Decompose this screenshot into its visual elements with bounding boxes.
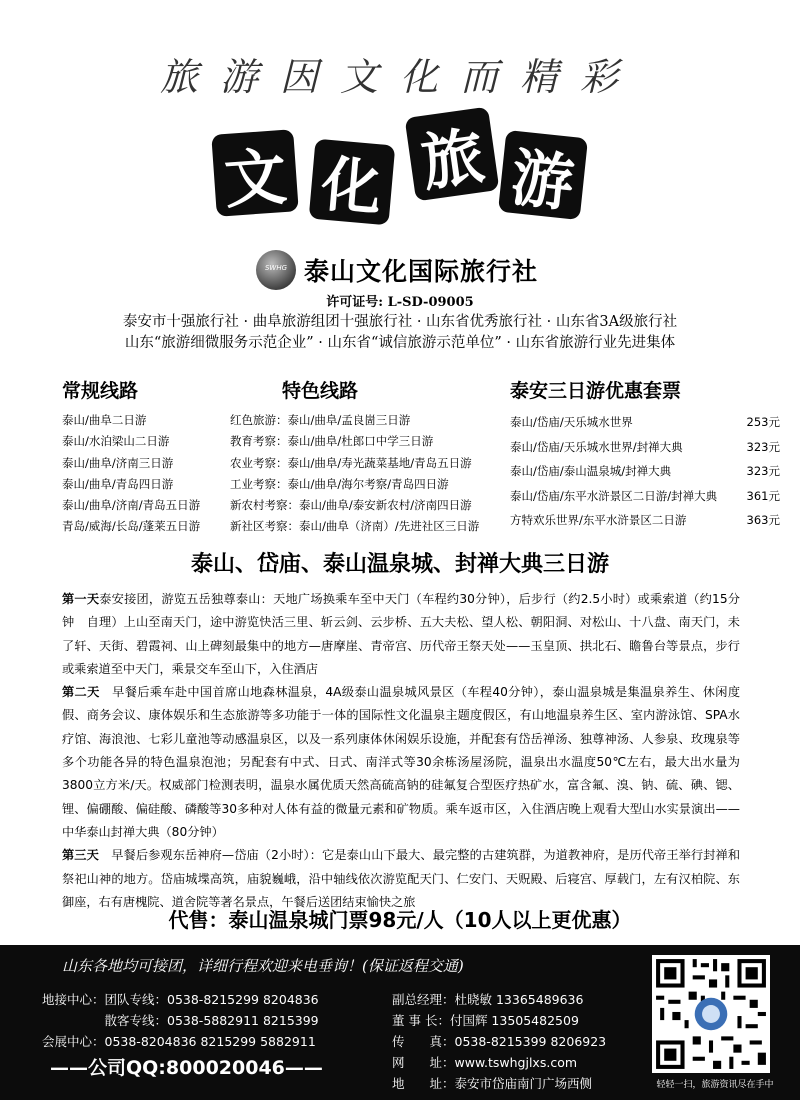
list-item: 泰山/曲阜/青岛四日游 bbox=[62, 476, 174, 491]
footer-note: 山东各地均可接团，详细行程欢迎来电垂询！(保证返程交通) bbox=[62, 957, 464, 975]
packages-list bbox=[510, 410, 780, 533]
contact-line: 地接中心：团队专线：0538-8215299 8204836 bbox=[42, 992, 319, 1007]
list-item: 泰山/曲阜二日游 bbox=[62, 413, 147, 427]
company-logo-icon bbox=[256, 250, 296, 290]
page-slogan: 旅游因文化而精彩 bbox=[159, 55, 640, 99]
list-item: 新社区考察：泰山/曲阜（济南）/先进社区三日游 bbox=[230, 519, 480, 534]
license-number: 许可证号: L-SD-09005 bbox=[326, 295, 474, 310]
list-item: 新农村考察：泰山/曲阜/泰安新农村/济南四日游 bbox=[230, 498, 472, 513]
company-qq: ——公司QQ:800020046—— bbox=[50, 1057, 323, 1079]
title-char: 化 bbox=[309, 139, 396, 226]
list-item: 教育考察：泰山/曲阜/杜郎口中学三日游 bbox=[230, 434, 434, 449]
regular-routes-list bbox=[62, 410, 200, 538]
contact-right bbox=[392, 989, 606, 1094]
package-name: 泰山/岱庙/天乐城水世界 bbox=[510, 415, 633, 429]
list-item: 红色旅游：泰山/曲阜/孟良崮三日游 bbox=[230, 413, 411, 427]
day-label: 第一天 bbox=[62, 592, 100, 606]
day-text: 早餐后参观东岳神府—岱庙（2小时）：它是泰山山下最大、最完整的古建筑群，为道教神府，是历代帝王举行封禅和祭祀山神的地方。岱庙城堞高筑，庙貌巍峨，沿中轴线依次游览配天门、仁安门、天贶殿、后寝宫、厚载门，左有汉柏院、东御座，右有唐槐院、道舍院等著名景点，午餐后送团结束愉快之旅 bbox=[62, 848, 741, 909]
package-price: 323元 bbox=[746, 439, 780, 454]
contact-line: 董 事 长：付国辉 13505482509 bbox=[392, 1013, 579, 1028]
list-item: 青岛/威海/长岛/蓬莱五日游 bbox=[62, 519, 201, 534]
honors-line: 山东“旅游细微服务示范企业” · 山东省“诚信旅游示范单位” · 山东省旅游行业先进集体 bbox=[124, 335, 676, 351]
contact-left bbox=[42, 989, 319, 1052]
itinerary-day bbox=[62, 588, 740, 681]
itinerary-day bbox=[62, 681, 740, 844]
day-text: 早餐后乘车赴中国首席山地森林温泉，4A级泰山温泉城风景区（车程40分钟），泰山温泉城是集温泉养生、休闲度假、商务会议、康体娱乐和生态旅游等多功能于一体的国际性文化温泉主题度假区，有山地温泉养生区、室内游泳馆、SPA水疗馆、海浪池、七彩儿童池等动感温泉区，以及一系列康体休闲娱乐设施，并配套有岱岳禅汤、独尊神汤、人参泉、玫瑰泉等多个功能各异的特色温泉泡池；另配套有中式、日式、南洋式等30余栋汤屋汤院，温泉出水温度50℃左右，最大出水量为3800立方米/天。权威部门检测表明，温泉水属优质天然高硫高钠的硅氟复合型医疗热矿水，富含氟、溴、钠、硫、碘、锶、锂、偏硼酸、偏硅酸、磷酸等30多种对人体有益的微量元素和矿物质。乘车返市区，入住酒店晚上观看大型山水实景演出——中华泰山封禅大典（80分钟） bbox=[62, 685, 741, 839]
contact-line: 传 真：0538-8215399 8206923 bbox=[392, 1034, 607, 1049]
list-item: 农业考察：泰山/曲阜/寿光蔬菜基地/青岛五日游 bbox=[230, 455, 472, 470]
list-item: 泰山/水泊梁山二日游 bbox=[62, 434, 170, 449]
list-item: 泰山/曲阜/济南/青岛五日游 bbox=[62, 498, 201, 513]
list-item: 泰山/曲阜/济南三日游 bbox=[62, 455, 174, 470]
package-row bbox=[510, 410, 780, 435]
main-title bbox=[214, 112, 586, 230]
itinerary bbox=[62, 588, 740, 914]
title-char: 旅 bbox=[405, 107, 500, 202]
day-label: 第二天 bbox=[62, 685, 100, 700]
package-price: 361元 bbox=[746, 488, 780, 503]
ticket-promo: 代售：泰山温泉城门票98元/人（10人以上更优惠） bbox=[168, 908, 632, 932]
package-price: 253元 bbox=[746, 415, 780, 429]
package-price: 363元 bbox=[746, 513, 780, 528]
contact-line: 散客专线：0538-5882911 8215399 bbox=[42, 1013, 319, 1028]
title-char: 游 bbox=[498, 130, 588, 220]
day-label: 第三天 bbox=[62, 848, 99, 863]
package-row bbox=[510, 484, 780, 509]
qr-code-icon[interactable] bbox=[652, 955, 770, 1073]
package-name: 泰山/岱庙/泰山温泉城/封禅大典 bbox=[510, 464, 672, 479]
company-name: 泰山文化国际旅行社 bbox=[304, 257, 539, 286]
honors bbox=[0, 312, 800, 354]
brand-header bbox=[256, 248, 538, 292]
package-name: 泰山/岱庙/天乐城水世界/封禅大典 bbox=[510, 439, 683, 454]
contact-line: 会展中心：0538-8204836 8215299 5882911 bbox=[42, 1034, 316, 1049]
package-name: 泰山/岱庙/东平水浒景区二日游/封禅大典 bbox=[510, 488, 718, 503]
contact-footer bbox=[0, 945, 800, 1100]
contact-line: 副总经理：杜晓敏 13365489636 bbox=[392, 992, 584, 1007]
package-name: 方特欢乐世界/东平水浒景区二日游 bbox=[510, 513, 687, 528]
day-text: 泰安接团，游览五岳独尊泰山：天地广场换乘车至中天门（车程约30分钟），后步行（约2.5小时）或乘索道（约15分钟 自理）上山至南天门，途中游览快活三里、斩云剑、云步桥、五大夫松、望人松、朝阳洞、对松山、十八盘、南天门，未了轩、天街、碧霞祠、山上碑刻最集中的地方—唐摩崖、青帝宫、历代帝王祭天处——玉皇顶、拱北石、瞻鲁台等景点，步行或乘索道至中天门，乘景交车至山下，入住酒店 bbox=[62, 592, 740, 676]
honors-line: 泰安市十强旅行社 · 曲阜旅游组团十强旅行社 · 山东省优秀旅行社 · 山东省3A级旅行社 bbox=[122, 314, 678, 330]
list-item: 工业考察：泰山/曲阜/海尔考察/青岛四日游 bbox=[230, 476, 449, 491]
special-routes-title: 特色线路 bbox=[282, 380, 359, 402]
regular-routes-title: 常规线路 bbox=[62, 380, 139, 402]
package-price: 323元 bbox=[746, 464, 780, 479]
package-row bbox=[510, 508, 780, 533]
packages-title: 泰安三日游优惠套票 bbox=[510, 380, 682, 402]
package-row bbox=[510, 435, 780, 460]
package-row bbox=[510, 459, 780, 484]
qr-code-graphic bbox=[652, 955, 770, 1073]
title-char: 文 bbox=[211, 129, 299, 217]
logo-text: SWHG bbox=[264, 264, 288, 272]
qr-caption: 轻轻一扫，旅游资讯尽在手中 bbox=[656, 1080, 774, 1090]
tour-headline: 泰山、岱庙、泰山温泉城、封禅大典三日游 bbox=[190, 552, 609, 577]
contact-line: 地 址：泰安市岱庙南门广场西侧 bbox=[392, 1076, 593, 1091]
website-link[interactable]: 网 址：www.tswhgjlxs.com bbox=[392, 1055, 578, 1070]
special-routes-list bbox=[230, 410, 479, 538]
